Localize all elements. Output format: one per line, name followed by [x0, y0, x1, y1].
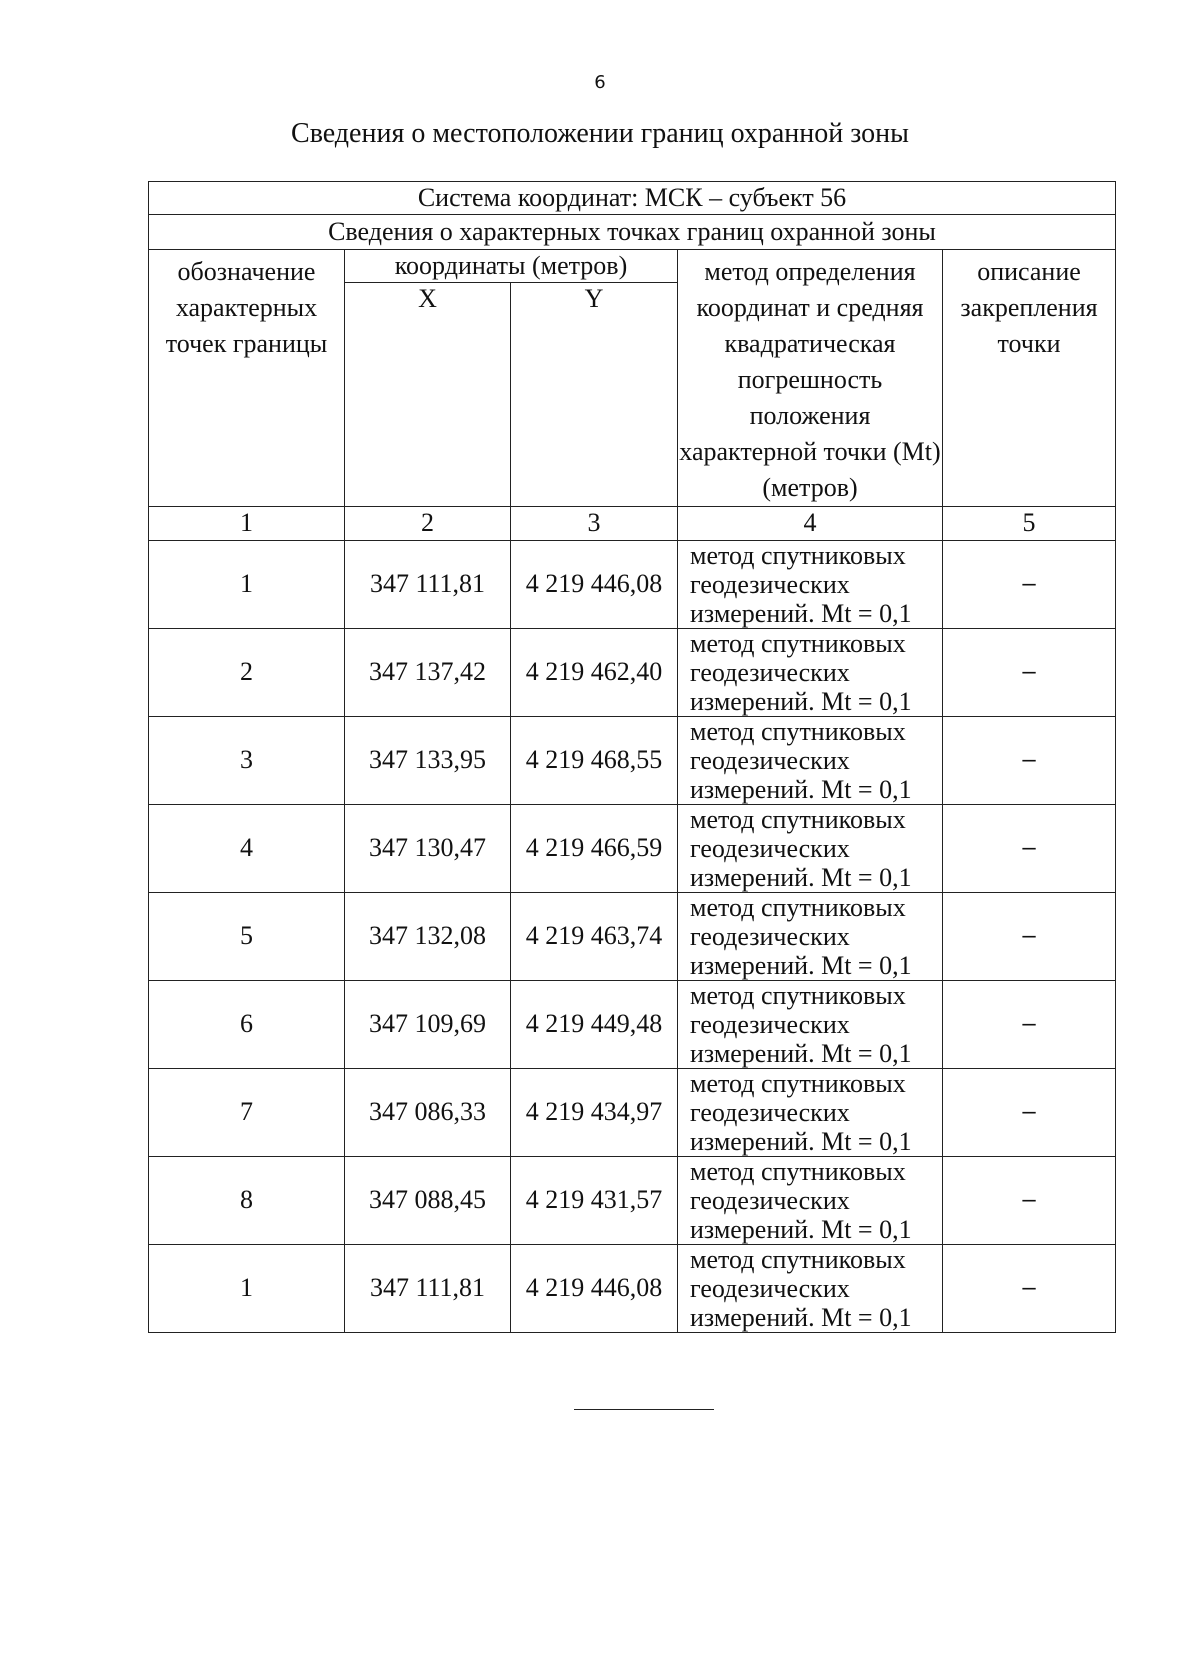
x-coordinate: 347 109,69 — [345, 981, 511, 1069]
header-description: описание закрепления точки — [943, 250, 1116, 507]
point-number: 4 — [149, 805, 345, 893]
fixing-description: – — [943, 1245, 1116, 1333]
fixing-description: – — [943, 893, 1116, 981]
table-row — [149, 1157, 1116, 1245]
coord-system-cell: Система координат: МСК – субъект 56 — [149, 182, 1116, 215]
table-row — [149, 629, 1116, 717]
y-coordinate: 4 219 449,48 — [511, 981, 678, 1069]
table-row — [149, 893, 1116, 981]
column-number: 2 — [345, 507, 511, 541]
header-point-designation: обозначение характерных точек границы — [149, 250, 345, 507]
point-number: 6 — [149, 981, 345, 1069]
point-number: 7 — [149, 1069, 345, 1157]
x-coordinate: 347 111,81 — [345, 541, 511, 629]
table-row — [149, 805, 1116, 893]
method-description: метод спутниковых геодезических измерений. Mt = 0,1 — [678, 805, 943, 893]
column-number: 5 — [943, 507, 1116, 541]
x-coordinate: 347 088,45 — [345, 1157, 511, 1245]
fixing-description: – — [943, 1157, 1116, 1245]
y-coordinate: 4 219 431,57 — [511, 1157, 678, 1245]
column-numbers-row — [149, 507, 1116, 541]
method-description: метод спутниковых геодезических измерений. Mt = 0,1 — [678, 629, 943, 717]
table-row — [149, 981, 1116, 1069]
point-number: 1 — [149, 1245, 345, 1333]
method-description: метод спутниковых геодезических измерений. Mt = 0,1 — [678, 1245, 943, 1333]
method-description: метод спутниковых геодезических измерений. Mt = 0,1 — [678, 1069, 943, 1157]
coord-system-row — [149, 182, 1116, 215]
y-coordinate: 4 219 434,97 — [511, 1069, 678, 1157]
point-number: 1 — [149, 541, 345, 629]
y-coordinate: 4 219 466,59 — [511, 805, 678, 893]
fixing-description: – — [943, 805, 1116, 893]
y-coordinate: 4 219 463,74 — [511, 893, 678, 981]
table-row — [149, 1245, 1116, 1333]
coordinates-table — [148, 181, 1116, 1333]
column-number: 3 — [511, 507, 678, 541]
end-divider — [574, 1409, 714, 1410]
x-coordinate: 347 086,33 — [345, 1069, 511, 1157]
point-number: 2 — [149, 629, 345, 717]
fixing-description: – — [943, 629, 1116, 717]
fixing-description: – — [943, 717, 1116, 805]
page-number: 6 — [594, 72, 606, 93]
column-number: 4 — [678, 507, 943, 541]
x-coordinate: 347 111,81 — [345, 1245, 511, 1333]
y-coordinate: 4 219 462,40 — [511, 629, 678, 717]
header-y: Y — [511, 283, 678, 507]
point-number: 8 — [149, 1157, 345, 1245]
header-coordinates-group: координаты (метров) — [345, 250, 678, 283]
section-title-row — [149, 215, 1116, 250]
header-row — [149, 250, 1116, 283]
x-coordinate: 347 130,47 — [345, 805, 511, 893]
table-row — [149, 541, 1116, 629]
y-coordinate: 4 219 446,08 — [511, 541, 678, 629]
document-title: Сведения о местоположении границ охранной зоны — [291, 118, 909, 149]
fixing-description: – — [943, 981, 1116, 1069]
point-number: 3 — [149, 717, 345, 805]
fixing-description: – — [943, 1069, 1116, 1157]
method-description: метод спутниковых геодезических измерений. Mt = 0,1 — [678, 717, 943, 805]
method-description: метод спутниковых геодезических измерений. Mt = 0,1 — [678, 981, 943, 1069]
fixing-description: – — [943, 541, 1116, 629]
point-number: 5 — [149, 893, 345, 981]
method-description: метод спутниковых геодезических измерений. Mt = 0,1 — [678, 541, 943, 629]
column-number: 1 — [149, 507, 345, 541]
table-row — [149, 717, 1116, 805]
method-description: метод спутниковых геодезических измерений. Mt = 0,1 — [678, 893, 943, 981]
header-method: метод определения координат и средняя квадратическая погрешность положения характерной точки (Mt) (метров) — [678, 250, 943, 507]
y-coordinate: 4 219 446,08 — [511, 1245, 678, 1333]
x-coordinate: 347 137,42 — [345, 629, 511, 717]
section-title-cell: Сведения о характерных точках границ охранной зоны — [149, 215, 1116, 250]
header-x: X — [345, 283, 511, 507]
table-row — [149, 1069, 1116, 1157]
x-coordinate: 347 133,95 — [345, 717, 511, 805]
x-coordinate: 347 132,08 — [345, 893, 511, 981]
method-description: метод спутниковых геодезических измерений. Mt = 0,1 — [678, 1157, 943, 1245]
y-coordinate: 4 219 468,55 — [511, 717, 678, 805]
